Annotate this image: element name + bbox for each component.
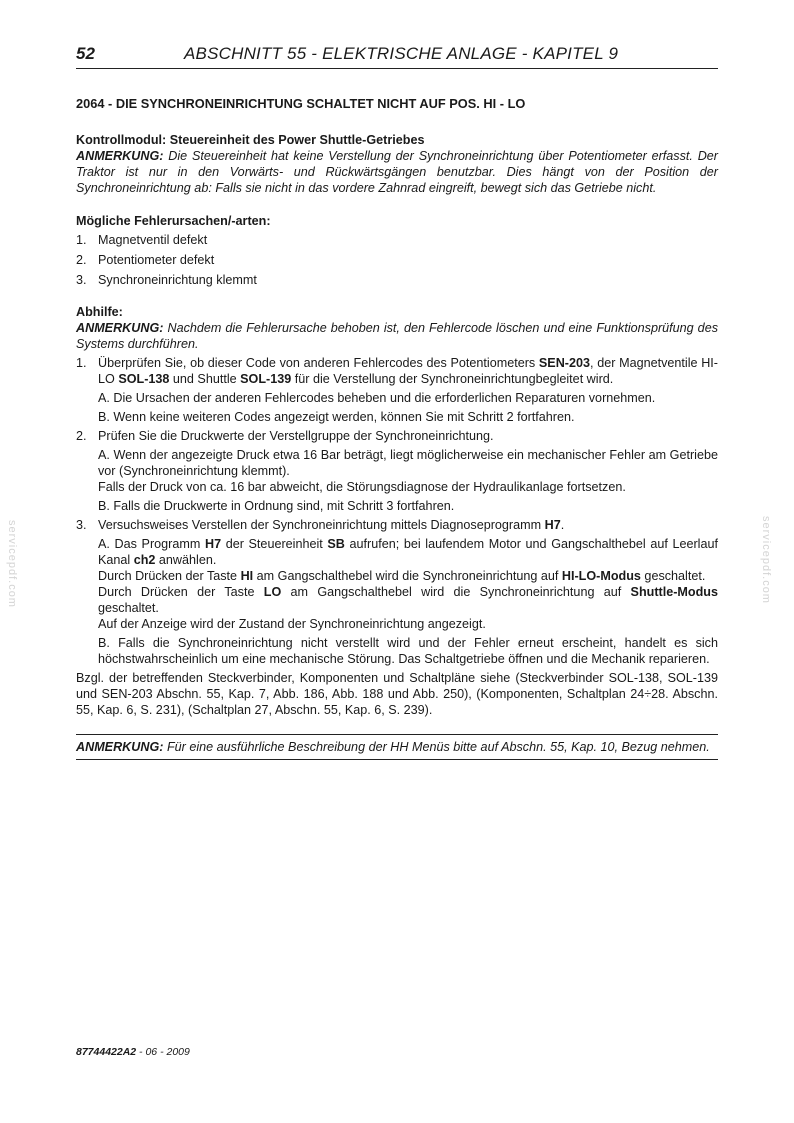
step-text: Versuchsweises Verstellen der Synchroneinrichtung mittels Diagnoseprogramm H7. <box>98 518 565 532</box>
remedy-step-2 <box>76 428 718 514</box>
fault-title: 2064 - DIE SYNCHRONEINRICHTUNG SCHALTET NICHT AUF POS. HI - LO <box>76 96 526 111</box>
list-text: Potentiometer defekt <box>98 253 215 267</box>
causes-list <box>76 232 718 288</box>
control-module-heading: Kontrollmodul: Steuereinheit des Power Shuttle-Getriebes <box>76 133 425 147</box>
display-text: Auf der Anzeige wird der Zustand der Synchroneinrichtung angezeigt. <box>98 617 486 631</box>
lo-button-text: Durch Drücken der Taste LO am Gangschalthebel wird die Synchroneinrichtung auf Shuttle-Modus geschaltet. <box>98 585 718 615</box>
step-option-b: B. Wenn keine weiteren Codes angezeigt werden, können Sie mit Schritt 2 fortfahren. <box>98 410 575 424</box>
remedy-heading: Abhilfe: <box>76 305 123 319</box>
note-text: Die Steuereinheit hat keine Verstellung der Synchroneinrichtung über Potentiometer erfasst. Der Traktor ist nur in den Vorwärts- und Rückwärtsgängen benutzbar. Dies hängt von der Position der Synchroneinrichtung ab: Falls sie nicht in das vordere Zahnrad eingreift, bewegt sich das Getriebe nicht. <box>76 149 718 195</box>
step-option-a-continued: Falls der Druck von ca. 16 bar abweicht, die Störungsdiagnose der Hydraulikanlage fortsetzen. <box>98 480 626 494</box>
list-item <box>76 252 718 268</box>
hi-button-text: Durch Drücken der Taste HI am Gangschalthebel wird die Synchroneinrichtung auf HI-LO-Modus geschaltet. <box>98 569 706 583</box>
step-text: Überprüfen Sie, ob dieser Code von anderen Fehlercodes des Potentiometers SEN-203, der Magnetventile HI-LO SOL-138 und Shuttle SOL-139 für die Verstellung der Synchroneinrichtungbegleitet wird. <box>98 356 718 386</box>
note-label: ANMERKUNG: <box>76 321 164 335</box>
note-box <box>76 734 718 760</box>
list-item <box>76 272 718 288</box>
note-text: Für eine ausführliche Beschreibung der HH Menüs bitte auf Abschn. 55, Kap. 10, Bezug nehmen. <box>163 740 710 754</box>
step-option-a: A. Das Programm H7 der Steuereinheit SB aufrufen; bei laufendem Motor und Gangschalthebel auf Leerlauf Kanal ch2 anwählen. <box>98 537 718 567</box>
list-number: 2. <box>76 253 87 267</box>
remedy-step-1 <box>76 355 718 425</box>
step-number: 1. <box>76 356 87 370</box>
page-number: 52 <box>76 44 95 63</box>
watermark-left: servicepdf.com <box>6 520 18 608</box>
list-text: Magnetventil defekt <box>98 233 208 247</box>
list-number: 1. <box>76 233 87 247</box>
causes-heading: Mögliche Fehlerursachen/-arten: <box>76 214 271 228</box>
list-item <box>76 232 718 248</box>
watermark-right: servicepdf.com <box>760 516 772 604</box>
step-option-b: B. Falls die Druckwerte in Ordnung sind, mit Schritt 3 fortfahren. <box>98 499 455 513</box>
references-paragraph: Bzgl. der betreffenden Steckverbinder, Komponenten und Schaltpläne siehe (Steckverbinder SOL-138, SOL-139 und SEN-203 Abschn. 55, Kap. 7, Abb. 186, Abb. 188 und Abb. 250), (Komponenten, Schaltplan 24÷28. Abschn. 55, Kap. 6, S. 231), (Schaltplan 27, Abschn. 55, Kap. 6, S. 239). <box>76 671 718 717</box>
step-option-b: B. Falls die Synchroneinrichtung nicht verstellt wird und der Fehler erneut erscheint, handelt es sich höchstwahrscheinlich um eine mechanische Störung. Das Schaltgetriebe öffnen und die Mechanik reparieren. <box>98 636 718 666</box>
note-label: ANMERKUNG: <box>76 149 164 163</box>
page-header <box>76 44 718 69</box>
step-number: 3. <box>76 518 87 532</box>
page-footer <box>76 1046 190 1058</box>
document-code: 87744422A2 <box>76 1046 137 1058</box>
step-option-a: A. Wenn der angezeigte Druck etwa 16 Bar beträgt, liegt möglicherweise ein mechanischer Fehler am Getriebe vor (Synchroneinrichtung klemmt). <box>98 448 718 478</box>
remedy-step-3 <box>76 517 718 667</box>
step-text: Prüfen Sie die Druckwerte der Verstellgruppe der Synchroneinrichtung. <box>98 429 494 443</box>
note-label: ANMERKUNG: <box>76 740 164 754</box>
note-hh-menus <box>76 739 718 755</box>
note-control-module <box>76 148 718 196</box>
step-number: 2. <box>76 429 87 443</box>
document-date: - 06 - 2009 <box>136 1046 190 1058</box>
note-remedy <box>76 320 718 352</box>
document-body <box>76 96 718 760</box>
note-text: Nachdem die Fehlerursache behoben ist, den Fehlercode löschen und eine Funktionsprüfung des Systems durchführen. <box>76 321 718 351</box>
section-title: ABSCHNITT 55 - ELEKTRISCHE ANLAGE - KAPITEL 9 <box>184 44 619 63</box>
step-option-a: A. Die Ursachen der anderen Fehlercodes beheben und die erforderlichen Reparaturen vornehmen. <box>98 391 656 405</box>
list-number: 3. <box>76 273 87 287</box>
list-text: Synchroneinrichtung klemmt <box>98 273 257 287</box>
